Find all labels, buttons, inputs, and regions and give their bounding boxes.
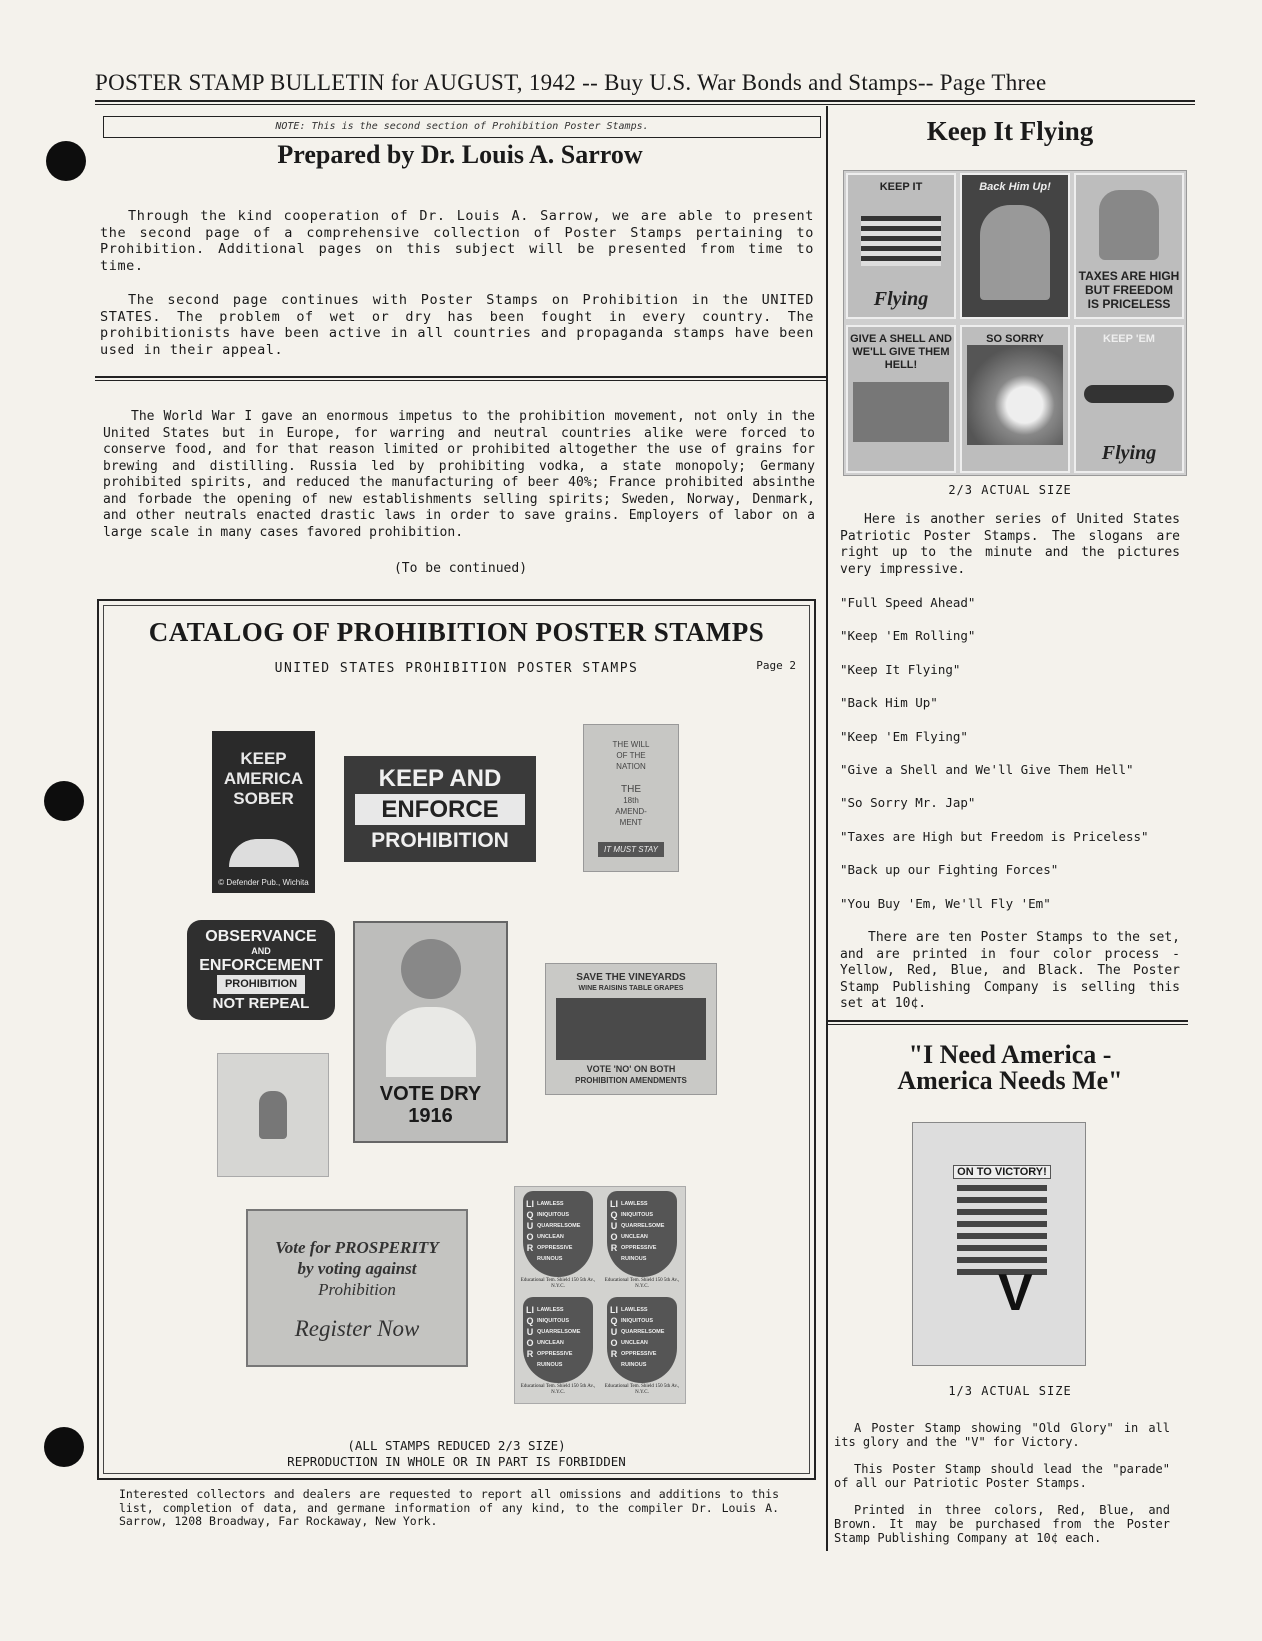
slogan-item: "So Sorry Mr. Jap" xyxy=(840,795,976,811)
intro-text xyxy=(100,208,814,376)
kif-paragraph xyxy=(840,512,1180,578)
stamp-keep-america-sober xyxy=(212,731,315,893)
keep-it-flying-title: Keep It Flying xyxy=(926,116,1094,146)
liquor-credit: Educational Tem. Shield 150 5th Av., N.Y.C. xyxy=(520,1384,596,1395)
stamp-credit: © Defender Pub., Wichita xyxy=(218,878,309,887)
liquor-credit: Educational Tem. Shield 150 5th Av., N.Y.C. xyxy=(604,1384,680,1395)
liquor-acrostic xyxy=(621,1199,675,1265)
binder-hole-bottom xyxy=(44,1427,84,1467)
kif-stamp-text: KEEP 'EM xyxy=(1103,333,1155,345)
ina-paragraphs xyxy=(834,1421,1170,1545)
stamp-text: PROHIBITION AMENDMENTS xyxy=(575,1076,687,1085)
column-divider xyxy=(826,106,828,1551)
liquor-acrostic-line: RUINOUS xyxy=(621,1256,647,1262)
liquor-acrostic-line: LAWLESS xyxy=(621,1201,648,1207)
to-be-continued: (To be continued) xyxy=(393,561,528,576)
intro-paragraph-1: Through the kind cooperation of Dr. Louis A. Sarrow, we are able to present the second page of a comprehensive collection of Poster Stamps pertaining to Prohibition. Additional pages on this subject will be presented from time to time. xyxy=(100,208,814,274)
stamp-vote-dry-1916 xyxy=(353,921,508,1143)
slogan-item: "Taxes are High but Freedom is Priceless" xyxy=(840,828,1149,844)
catalog-footer-line-2: REPRODUCTION IN WHOLE OR IN PART IS FORBIDDEN xyxy=(287,1454,626,1469)
liquor-shield-stamp xyxy=(603,1297,681,1399)
i-need-america-title-line-2: America Needs Me" xyxy=(897,1066,1123,1095)
kif-paragraph-2 xyxy=(840,930,1180,1013)
shield-graphic xyxy=(523,1297,593,1383)
victory-banner: ON TO VICTORY! xyxy=(953,1165,1051,1179)
ww1-text xyxy=(103,409,815,559)
header-rule xyxy=(95,100,1195,102)
slogan-item: "Back up our Fighting Forces" xyxy=(840,862,1059,878)
kif-stamp-give-a-shell xyxy=(846,325,956,473)
slogan-item: "Full Speed Ahead" xyxy=(840,595,976,610)
liquor-word: LIQUOR xyxy=(610,1305,618,1359)
liquor-acrostic-line: UNCLEAN xyxy=(621,1234,648,1240)
kif-stamp-text: Back Him Up! xyxy=(979,181,1051,193)
sunrise-graphic xyxy=(229,839,299,867)
stamp-text: 1916 xyxy=(408,1105,453,1127)
stamp-text: KEEP AND xyxy=(378,764,502,792)
liquor-acrostic-line: LAWLESS xyxy=(537,1307,564,1313)
stamp-text: SAVE THE VINEYARDS xyxy=(576,972,686,983)
catalog-footer xyxy=(99,1438,814,1470)
dress-graphic xyxy=(386,1007,476,1077)
slogan-item: "Keep 'Em Flying" xyxy=(840,728,968,744)
stamp-vote-for-prosperity xyxy=(246,1209,468,1367)
keep-it-flying-stamp-sheet xyxy=(843,170,1187,476)
slogan-item: "Give a Shell and We'll Give Them Hell" xyxy=(840,762,1134,777)
kif-stamp-taxes-high xyxy=(1074,173,1184,319)
kif-stamp-so-sorry xyxy=(960,325,1070,473)
liquor-acrostic-line: UNCLEAN xyxy=(621,1340,648,1346)
binder-hole-top xyxy=(46,141,86,181)
victory-v-letter: V xyxy=(998,1264,1033,1322)
liquor-acrostic-line: OPPRESSIVE xyxy=(621,1245,657,1251)
liquor-acrostic-line: INIQUITOUS xyxy=(621,1212,653,1218)
stamp-text: AMERICA xyxy=(223,769,304,788)
ina-caption: 1/3 ACTUAL SIZE xyxy=(948,1384,1072,1398)
section-rule xyxy=(95,376,826,378)
flag-graphic xyxy=(861,216,941,266)
liquor-shield-stamp xyxy=(519,1297,597,1399)
binder-hole-middle xyxy=(44,781,84,821)
stamp-text: IT MUST STAY xyxy=(598,842,664,857)
woman-figure-graphic xyxy=(401,939,461,999)
liquor-acrostic-line: QUARRELSOME xyxy=(537,1223,581,1229)
stamp-text: THE WILL xyxy=(612,740,650,749)
liquor-credit: Educational Tem. Shield 150 5th Av., N.Y.C. xyxy=(520,1278,596,1289)
kif-caption: 2/3 ACTUAL SIZE xyxy=(948,483,1072,497)
shield-graphic xyxy=(607,1191,677,1277)
stamp-text: by voting against xyxy=(297,1259,417,1278)
stamp-text: Prohibition xyxy=(318,1280,396,1299)
explosion-graphic xyxy=(967,345,1063,445)
stamp-small-figure xyxy=(217,1053,329,1177)
liquor-acrostic-line: RUINOUS xyxy=(621,1362,647,1368)
liquor-shield-stamp xyxy=(603,1191,681,1293)
stamp-text: VOTE DRY xyxy=(379,1083,482,1105)
stamp-observance-enforcement xyxy=(187,920,335,1020)
liquor-acrostic-line: QUARRELSOME xyxy=(621,1223,665,1229)
i-need-america-title-line-1: "I Need America - xyxy=(908,1040,1112,1069)
slogan-item: "You Buy 'Em, We'll Fly 'Em" xyxy=(840,895,1051,911)
liquor-acrostic xyxy=(537,1305,591,1371)
ina-paragraph-1: A Poster Stamp showing "Old Glory" in all its glory and the "V" for Victory. xyxy=(834,1421,1170,1449)
liquor-acrostic xyxy=(537,1199,591,1265)
left-title: Prepared by Dr. Louis A. Sarrow xyxy=(277,140,643,169)
liquor-acrostic-line: INIQUITOUS xyxy=(537,1212,569,1218)
intro-paragraph-2: The second page continues with Poster Stamps on Prohibition in the UNITED STATES. The problem of wet or dry has been fought in every country. The prohibitionists have been active in all countries and propaganda stamps have been used in their appeal. xyxy=(100,292,814,358)
stamp-text: OBSERVANCE xyxy=(205,928,317,945)
slogan-item: "Keep 'Em Rolling" xyxy=(840,628,976,644)
slogan-item: "Back Him Up" xyxy=(840,695,938,711)
section-rule-thin xyxy=(95,380,826,381)
kif-stamp-text: Flying xyxy=(1101,442,1157,464)
stamp-text: VOTE 'NO' ON BOTH xyxy=(586,1064,676,1074)
stamp-text: ENFORCE xyxy=(355,794,524,825)
liquor-acrostic-line: LAWLESS xyxy=(621,1307,648,1313)
ina-paragraph-2: This Poster Stamp should lead the "parade" of all our Patriotic Poster Stamps. xyxy=(834,1462,1170,1490)
catalog-title: CATALOG OF PROHIBITION POSTER STAMPS xyxy=(148,617,765,647)
kif-stamp-text: SO SORRY xyxy=(986,333,1044,345)
stamp-text: SOBER xyxy=(233,789,294,808)
stamp-text: PROHIBITION xyxy=(217,975,305,994)
stamp-keep-and-enforce xyxy=(344,756,536,862)
on-to-victory-stamp xyxy=(912,1122,1086,1366)
liquor-acrostic-line: QUARRELSOME xyxy=(621,1329,665,1335)
header-rule-thin xyxy=(95,104,1195,105)
bottom-note: Interested collectors and dealers are requested to report all omissions and additions to this list, completion of data, and germane information of any kind, to the compiler Dr. Louis A. Sarrow, 1208 Broadway, Far Rockaway, New York. xyxy=(119,1487,779,1528)
general-portrait-graphic xyxy=(980,205,1050,300)
liquor-acrostic-line: UNCLEAN xyxy=(537,1340,564,1346)
catalog-subtitle: UNITED STATES PROHIBITION POSTER STAMPS xyxy=(274,661,639,676)
stamp-text: PROHIBITION xyxy=(371,828,509,852)
liquor-word: LIQUOR xyxy=(526,1305,534,1359)
catalog-page-number: Page 2 xyxy=(756,659,796,672)
stamp-save-the-vineyards xyxy=(545,963,717,1095)
bulletin-header: POSTER STAMP BULLETIN for AUGUST, 1942 -- Buy U.S. War Bonds and Stamps-- Page Three xyxy=(95,70,1047,95)
slogan-item: "Keep It Flying" xyxy=(840,661,961,677)
stamp-text: AMEND- xyxy=(615,807,647,816)
ww1-paragraph: The World War I gave an enormous impetus to the prohibition movement, not only in the United States but in Europe, for warring and neutral countries alike were forced to conserve food, and for that reason limited or prohibited altogether the use of grains for brewing and distilling. Russia led by prohibiting vodka, a state monopoly; Germany prohibited spirits, and reduced the manufacturing of beer 40%; France prohibited absinthe and forbade the opening of new establishments selling spirits; Sweden, Norway, Denmark, and other neutrals enacted drastic laws in order to save grains. Employers of labor on a large scale in many cases favored prohibition. xyxy=(103,409,815,540)
note-box: NOTE: This is the second section of Prohibition Poster Stamps. xyxy=(103,116,821,138)
stamp-text: NOT REPEAL xyxy=(212,995,310,1012)
stamp-text: NATION xyxy=(616,762,646,771)
liquor-acrostic-line: OPPRESSIVE xyxy=(537,1245,573,1251)
stamp-text: THE xyxy=(621,784,641,795)
stamp-text: WINE RAISINS TABLE GRAPES xyxy=(578,985,684,992)
liquor-credit: Educational Tem. Shield 150 5th Av., N.Y.C. xyxy=(604,1278,680,1289)
liquor-acrostic-line: UNCLEAN xyxy=(537,1234,564,1240)
stamp-text: Vote for PROSPERITY xyxy=(275,1238,439,1257)
stamp-text: Register Now xyxy=(294,1316,420,1341)
artillery-graphic xyxy=(853,382,949,442)
i-need-america-title xyxy=(830,1042,1190,1094)
kif-stamp-text: Flying xyxy=(873,288,929,310)
stamp-text: OF THE xyxy=(616,751,646,760)
stamp-will-of-nation xyxy=(583,724,679,872)
shield-graphic xyxy=(523,1191,593,1277)
figure-graphic xyxy=(259,1091,287,1139)
liquor-acrostic-line: OPPRESSIVE xyxy=(537,1351,573,1357)
right-section-rule xyxy=(826,1020,1188,1022)
liquor-shield-stamp xyxy=(519,1191,597,1293)
liquor-acrostic xyxy=(621,1305,675,1371)
liquor-acrostic-line: RUINOUS xyxy=(537,1362,563,1368)
liquor-acrostic-line: QUARRELSOME xyxy=(537,1329,581,1335)
vineyard-landscape-graphic xyxy=(556,998,706,1060)
ina-paragraph-3: Printed in three colors, Red, Blue, and Brown. It may be purchased from the Poster Stamp Publishing Company at 10¢ each. xyxy=(834,1503,1170,1545)
kif-paragraph-2-text: There are ten Poster Stamps to the set, and are printed in four color process - Yellow, Red, Blue, and Black. The Poster Stamp Publishing Company is selling this set at 10¢. xyxy=(840,930,1180,1011)
kif-stamp-text: GIVE A SHELL AND WE'LL GIVE THEM HELL! xyxy=(850,333,952,371)
kif-stamp-keep-em-flying xyxy=(1074,325,1184,473)
liquor-acrostic-line: INIQUITOUS xyxy=(621,1318,653,1324)
catalog-footer-line-1: (ALL STAMPS REDUCED 2/3 SIZE) xyxy=(347,1438,566,1453)
catalog-box xyxy=(97,599,816,1480)
liquor-word: LIQUOR xyxy=(526,1199,534,1253)
victory-flag-graphic xyxy=(957,1185,1047,1275)
stamp-text: 18th xyxy=(623,796,639,805)
kif-stamp-text: TAXES ARE HIGH BUT FREEDOM IS PRICELESS xyxy=(1078,269,1180,311)
kif-stamp-text: KEEP IT xyxy=(879,181,923,193)
shield-graphic xyxy=(607,1297,677,1383)
stamp-text: AND xyxy=(251,946,271,956)
kif-paragraph-text: Here is another series of United States Patriotic Poster Stamps. The slogans are right up to the minute and the pictures very impressive. xyxy=(840,512,1180,577)
uncle-sam-graphic xyxy=(1099,190,1159,260)
stamp-text: MENT xyxy=(619,818,643,827)
liquor-acrostic-line: INIQUITOUS xyxy=(537,1318,569,1324)
stamp-block-liquor xyxy=(514,1186,686,1404)
liquor-acrostic-line: OPPRESSIVE xyxy=(621,1351,657,1357)
liquor-acrostic-line: LAWLESS xyxy=(537,1201,564,1207)
stamp-text: ENFORCEMENT xyxy=(199,957,323,974)
liquor-word: LIQUOR xyxy=(610,1199,618,1253)
right-section-rule-thin xyxy=(826,1024,1188,1025)
bomber-graphic xyxy=(1084,385,1174,403)
kif-stamp-keep-it-flying xyxy=(846,173,956,319)
stamp-text: KEEP xyxy=(240,749,287,768)
liquor-acrostic-line: RUINOUS xyxy=(537,1256,563,1262)
kif-stamp-back-him-up xyxy=(960,173,1070,319)
